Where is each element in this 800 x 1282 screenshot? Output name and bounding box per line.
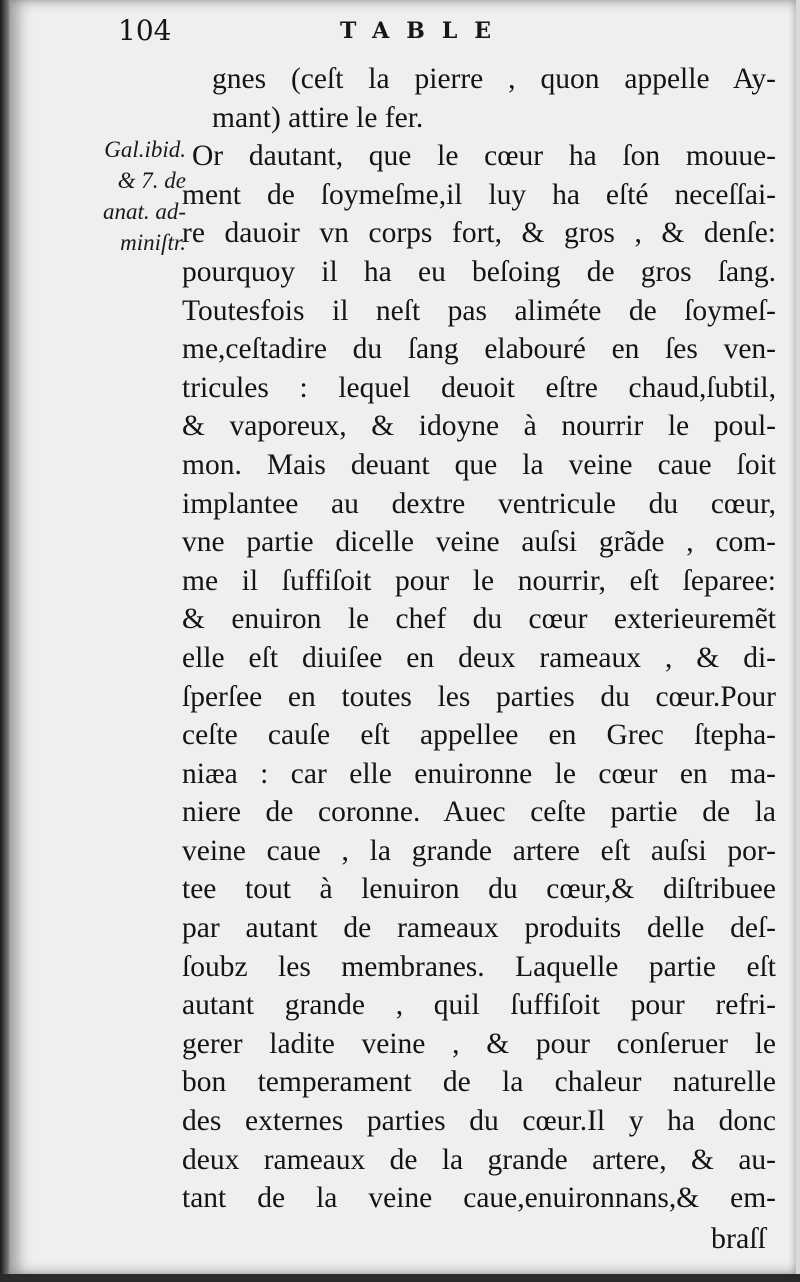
text-line: niere de coronne. Auec ceſte partie de la [182,796,776,829]
text-line: tricules : lequel deuoit eſtre chaud,ſubtil, [182,371,776,404]
catchword: braſſ [711,1222,766,1255]
text-line: implantee au dextre ventricule du cœur, [182,487,776,520]
text-line: re dauoir vn corps fort, & gros , & denſe: [182,217,776,250]
text-line: & vaporeux, & idoyne à nourrir le poul- [182,410,776,443]
text-line: tant de la veine caue,enuironnans,& em- [182,1182,776,1215]
text-line: mon. Mais deuant que la veine caue ſoit [182,448,776,481]
text-line: autant grande , quil ſuffiſoit pour refri- [182,989,776,1022]
margin-note-line: Gal.ibid. [104,137,186,162]
text-line: Or dautant, que le cœur ha ſon mouue- [192,140,776,173]
text-line: & enuiron le chef du cœur exterieuremẽt [182,603,776,636]
text-line: mant) attire le fer. [212,101,424,134]
book-page [10,0,796,1274]
text-line: gerer ladite veine , & pour conſeruer le [182,1027,776,1060]
text-line: vne partie dicelle veine auſsi grãde , com- [182,526,776,559]
text-line: ſperſee en toutes les parties du cœur.Pour [182,680,776,713]
text-line: elle eſt diuiſee en deux rameaux , & di- [182,641,776,674]
text-line: ment de ſoymeſme,il luy ha eſté neceſſai- [182,178,776,211]
text-line: me,ceſtadire du ſang elabouré en ſes ven- [182,333,776,366]
text-line: gnes (ceſt la pierre , quon appelle Ay- [212,63,776,95]
text-line: me il ſuffiſoit pour le nourrir, eſt ſeparee: [182,564,776,597]
text-line: des externes parties du cœur.Il y ha donc [182,1105,776,1138]
page-number: 104 [118,14,172,47]
margin-note-line: & 7. de [117,168,186,193]
text-line: pourquoy il ha eu beſoing de gros ſang. [182,255,776,288]
text-line: bon temperament de la chaleur naturelle [182,1066,776,1099]
page-bottom-edge [0,1274,800,1282]
text-line: niæa : car elle enuironne le cœur en ma- [182,757,776,790]
text-line: tee tout à lenuiron du cœur,& diſtribuee [182,873,776,906]
margin-note-line: miniſtr. [120,230,186,255]
running-head: TABLE [340,18,509,44]
margin-note [46,134,186,258]
margin-note-line: anat. ad- [102,199,186,224]
text-line: veine caue , la grande artere eſt auſsi por- [182,834,776,867]
text-line: ceſte cauſe eſt appellee en Grec ſtepha- [182,719,776,752]
text-line: Toutesfois il neſt pas aliméte de ſoymeſ- [182,294,776,327]
body-text [182,60,776,1218]
text-line: ſoubz les membranes. Laquelle partie eſt [182,950,776,983]
text-line: deux rameaux de la grande artere, & au- [182,1143,776,1176]
text-line: par autant de rameaux produits delle deſ- [182,912,776,945]
page-header [10,10,796,50]
